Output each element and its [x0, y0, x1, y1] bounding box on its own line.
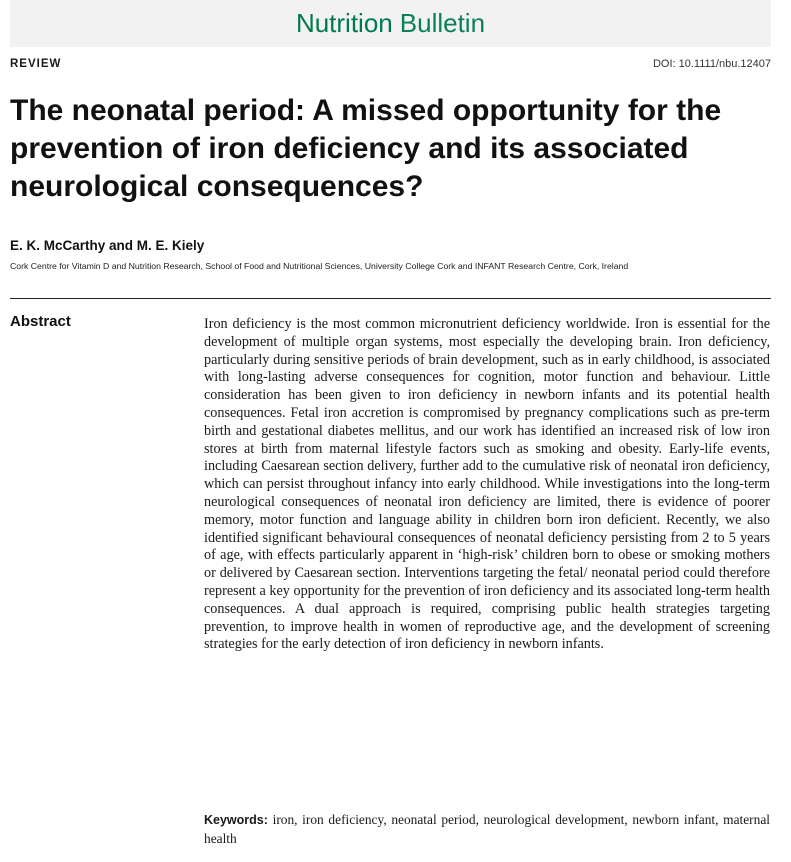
keywords-text: iron, iron deficiency, neonatal period, neurological development, newborn infant, maternal health — [204, 812, 771, 846]
article-type: REVIEW — [10, 58, 62, 70]
journal-header — [10, 0, 771, 47]
article-title: The neonatal period: A missed opportunity for the prevention of iron deficiency and its associated neurological consequences? — [10, 94, 722, 203]
section-divider — [10, 298, 771, 299]
journal-name-part2: Bulletin — [399, 8, 486, 38]
abstract-text: Iron deficiency is the most common micronutrient deficiency worldwide. Iron is essential for the development of multiple organ systems, most especially the developing brain. Iron deficiency, particularly during sensitive periods of brain development, such as in early childhood, is associated with long-lasting adverse consequences for cognition, motor function and behaviour. Little consideration has been given to iron deficiency in newborn infants and its potential health consequences. Fetal iron accretion is compromised by pregnancy complications such as pre-term birth and gestational diabetes mellitus, and our work has identified an increased risk of low iron stores at birth from maternal lifestyle factors such as smoking and obesity. Early-life events, including Caesarean section delivery, further add to the cumulative risk of neonatal iron deficiency, which can persist throughout infancy into early childhood. While investigations into the long-term neurological consequences of neonatal iron deficiency are limited, there is evidence of poorer memory, motor function and language ability in children born iron deficient. Recently, we also identified significant behavioural consequences of neonatal deficiency persisting from 2 to 5 years of age, with effects particularly apparent in ‘high-risk’ children born to obese or smoking mothers or delivered by Caesarean section. Interventions targeting the fetal/ neonatal period could therefore represent a key opportunity for the prevention of iron deficiency and its associated long-term health consequences. A dual approach is required, comprising public health strategies targeting prevention, to improve health in women of reproductive age, and the development of screening strategies for the early detection of iron deficiency in newborn infants. — [204, 316, 770, 653]
abstract-heading: Abstract — [10, 313, 71, 330]
author-affiliation: Cork Centre for Vitamin D and Nutrition Research, School of Food and Nutritional Sciences, University College Cork and INFANT Research Centre, Cork, Ireland — [10, 261, 629, 271]
journal-name-part1: Nutrition — [295, 8, 393, 38]
keywords-section — [204, 811, 770, 848]
article-authors[interactable]: E. K. McCarthy and M. E. Kiely — [10, 238, 205, 253]
keywords-label: Keywords: — [204, 813, 268, 827]
article-meta-row — [10, 58, 771, 70]
article-doi[interactable]: DOI: 10.1111/nbu.12407 — [652, 58, 771, 70]
